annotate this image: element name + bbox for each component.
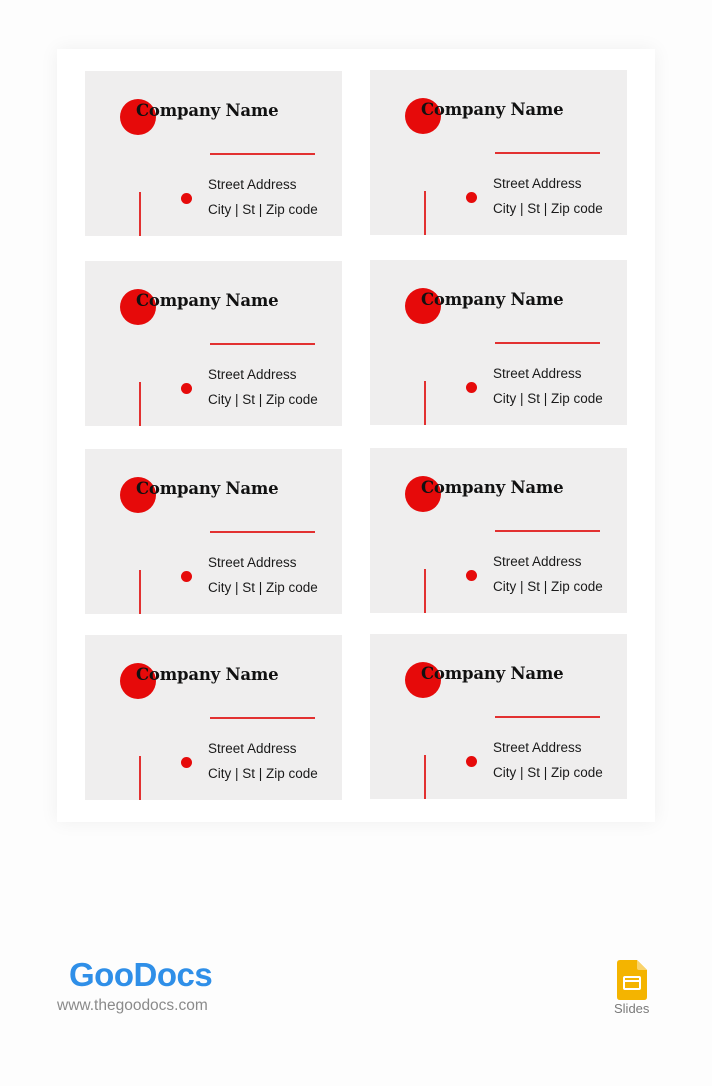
- city-state-zip: City | St | Zip code: [493, 391, 603, 406]
- business-card: [370, 448, 627, 613]
- business-card-sheet: [57, 49, 655, 822]
- company-name: Company Name: [421, 664, 564, 683]
- street-address: Street Address: [208, 555, 297, 570]
- red-divider-line: [495, 530, 600, 532]
- red-dot-icon: [466, 756, 477, 767]
- red-vertical-line: [424, 191, 426, 235]
- business-card: [370, 634, 627, 799]
- company-name: Company Name: [421, 290, 564, 309]
- red-dot-icon: [181, 571, 192, 582]
- red-vertical-line: [424, 755, 426, 799]
- goodocs-logo[interactable]: GooDocs: [69, 956, 213, 993]
- city-state-zip: City | St | Zip code: [208, 766, 318, 781]
- city-state-zip: City | St | Zip code: [493, 579, 603, 594]
- business-card: [370, 70, 627, 235]
- city-state-zip: City | St | Zip code: [208, 202, 318, 217]
- red-divider-line: [210, 531, 315, 533]
- red-divider-line: [210, 717, 315, 719]
- city-state-zip: City | St | Zip code: [493, 765, 603, 780]
- google-slides-icon: [617, 960, 647, 1000]
- red-vertical-line: [139, 382, 141, 426]
- street-address: Street Address: [208, 177, 297, 192]
- red-vertical-line: [139, 192, 141, 236]
- red-divider-line: [495, 716, 600, 718]
- red-vertical-line: [424, 381, 426, 425]
- red-dot-icon: [181, 193, 192, 204]
- red-vertical-line: [139, 756, 141, 800]
- red-divider-line: [495, 342, 600, 344]
- red-vertical-line: [139, 570, 141, 614]
- street-address: Street Address: [493, 554, 582, 569]
- slides-label: Slides: [614, 1001, 650, 1016]
- red-dot-icon: [466, 570, 477, 581]
- street-address: Street Address: [208, 741, 297, 756]
- red-divider-line: [210, 153, 315, 155]
- city-state-zip: City | St | Zip code: [208, 392, 318, 407]
- company-name: Company Name: [136, 479, 279, 498]
- red-vertical-line: [424, 569, 426, 613]
- company-name: Company Name: [421, 478, 564, 497]
- red-divider-line: [210, 343, 315, 345]
- company-name: Company Name: [136, 665, 279, 684]
- business-card: [85, 71, 342, 236]
- business-card: [370, 260, 627, 425]
- city-state-zip: City | St | Zip code: [493, 201, 603, 216]
- street-address: Street Address: [208, 367, 297, 382]
- street-address: Street Address: [493, 366, 582, 381]
- red-dot-icon: [466, 192, 477, 203]
- business-card: [85, 261, 342, 426]
- red-divider-line: [495, 152, 600, 154]
- red-dot-icon: [466, 382, 477, 393]
- company-name: Company Name: [136, 101, 279, 120]
- red-dot-icon: [181, 383, 192, 394]
- business-card: [85, 635, 342, 800]
- city-state-zip: City | St | Zip code: [208, 580, 318, 595]
- company-name: Company Name: [421, 100, 564, 119]
- website-link[interactable]: www.thegoodocs.com: [57, 997, 208, 1014]
- business-card: [85, 449, 342, 614]
- company-name: Company Name: [136, 291, 279, 310]
- red-dot-icon: [181, 757, 192, 768]
- street-address: Street Address: [493, 740, 582, 755]
- street-address: Street Address: [493, 176, 582, 191]
